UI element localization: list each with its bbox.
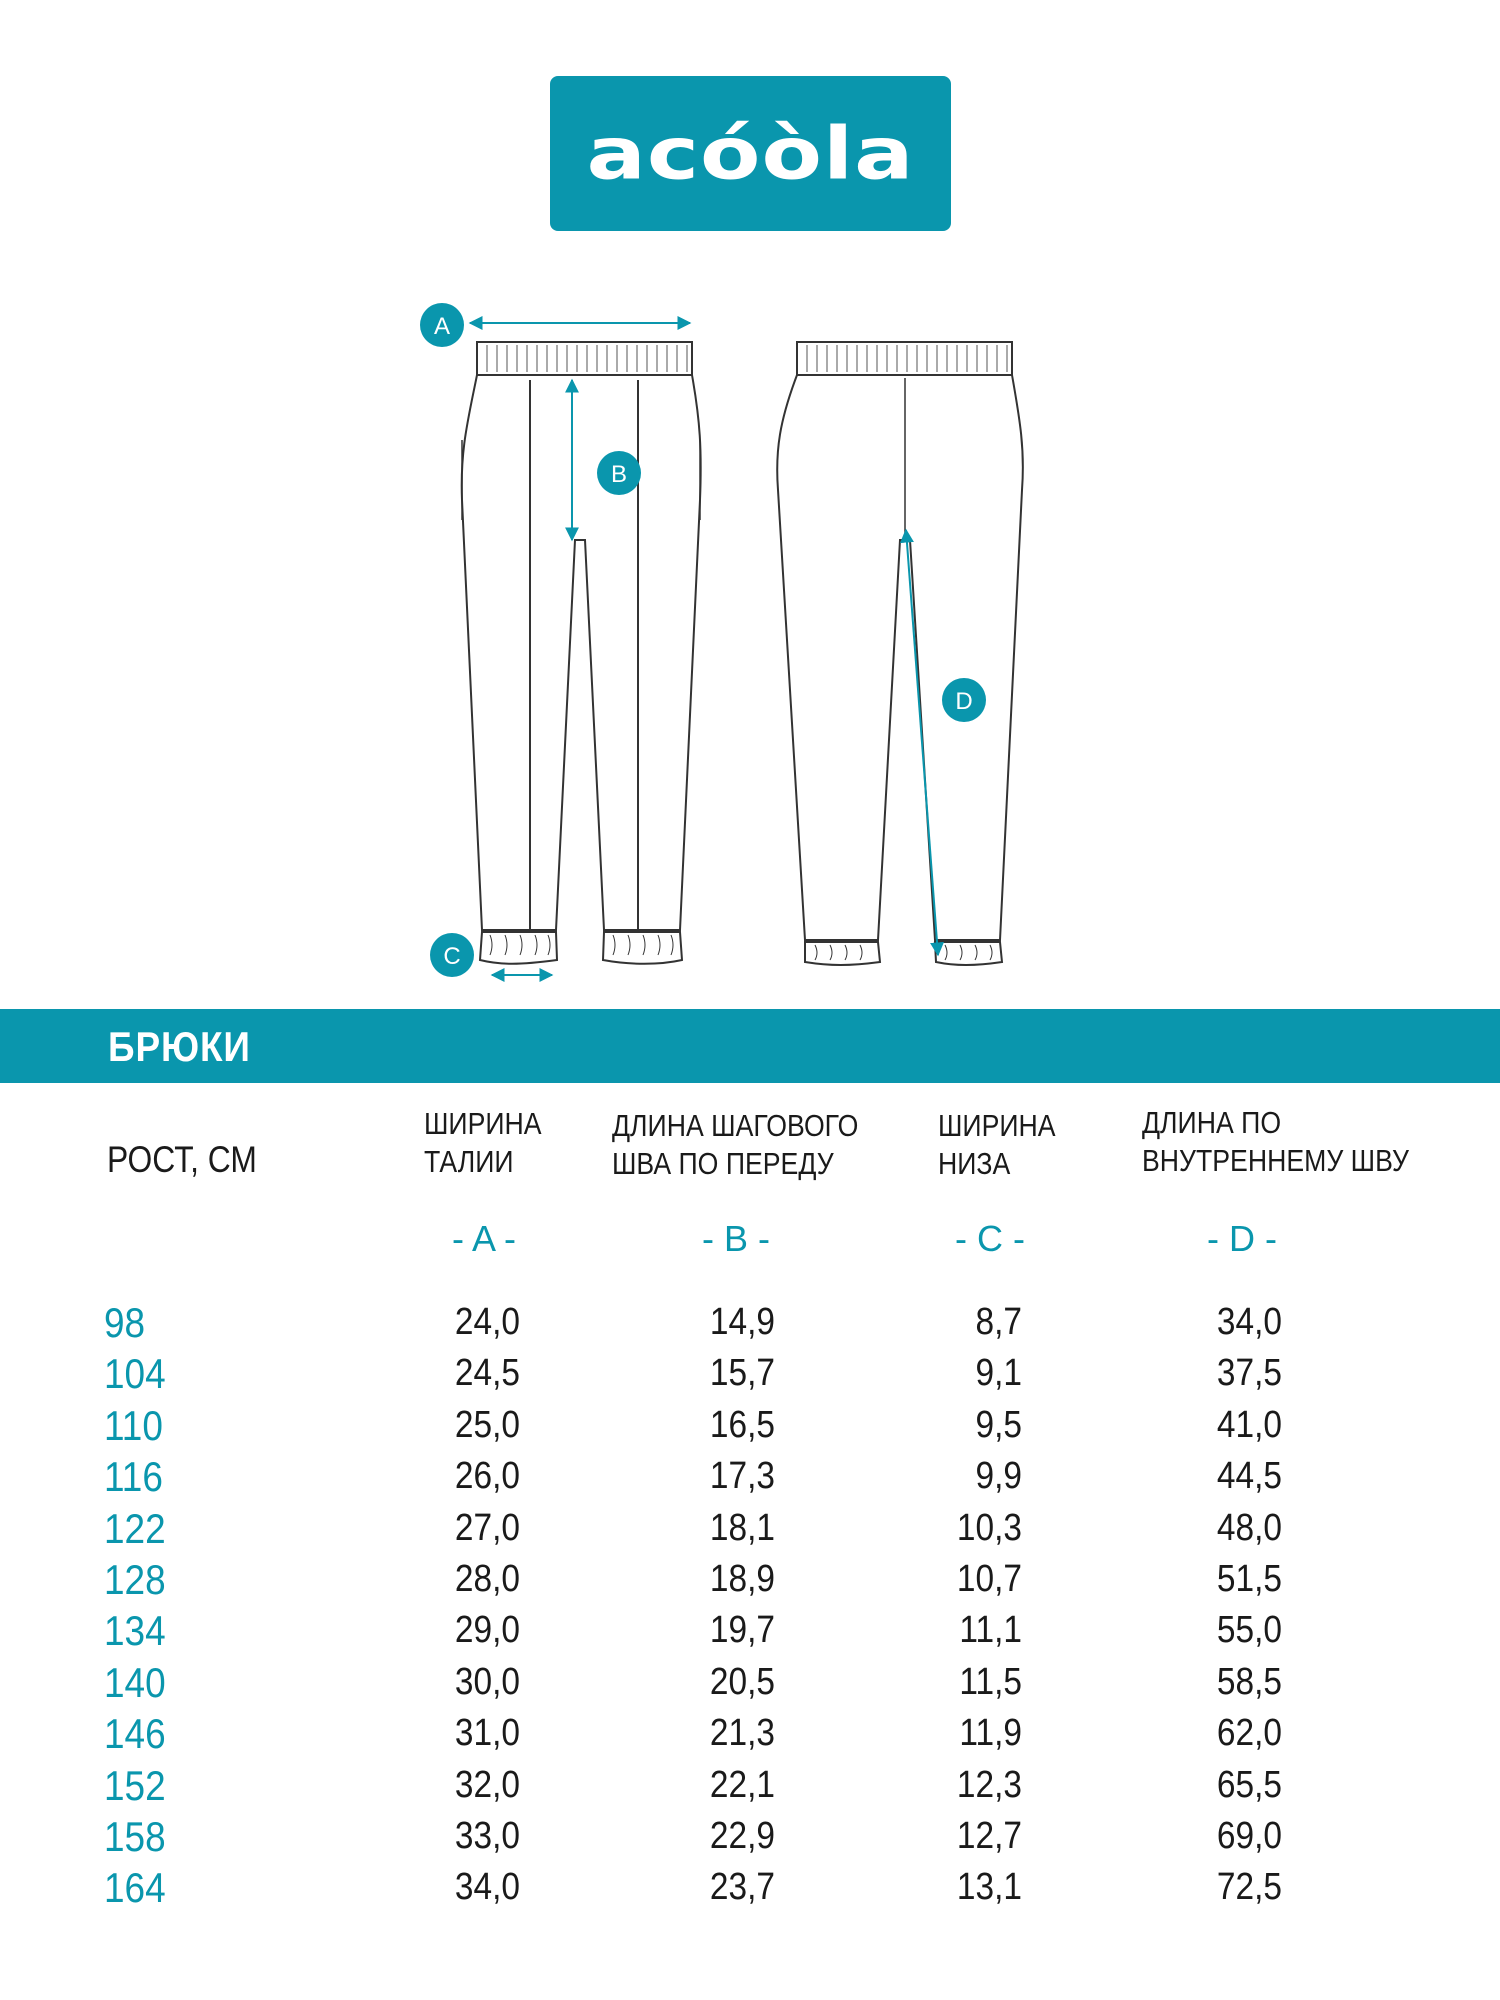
row-value-cell-b: 17,3 — [709, 1455, 775, 1498]
row-value-cell-b: 22,9 — [709, 1815, 775, 1857]
section-title: БРЮКИ — [108, 1023, 251, 1070]
row-height-cell: 116 — [104, 1453, 163, 1501]
brand-logo — [550, 76, 951, 231]
row-value-cell-c: 9,9 — [975, 1455, 1022, 1498]
measure-label-b — [597, 451, 641, 495]
table-row — [0, 1297, 1500, 1348]
column-letter-a: - A - — [451, 1218, 517, 1259]
row-value-cell-a: 32,0 — [454, 1763, 520, 1806]
row-height-cell: 128 — [104, 1556, 166, 1603]
row-value-cell-d: 34,0 — [1216, 1301, 1282, 1343]
row-value-cell-b: 22,1 — [709, 1763, 775, 1806]
row-height-cell: 140 — [104, 1658, 166, 1706]
row-height-cell: 152 — [104, 1761, 166, 1809]
row-value-cell-d: 62,0 — [1216, 1712, 1282, 1755]
row-value-cell-b: 18,9 — [709, 1558, 775, 1600]
row-height-cell: 134 — [104, 1607, 166, 1655]
pants-back-view — [777, 342, 1023, 965]
row-value-cell-b: 23,7 — [709, 1866, 775, 1909]
row-value-cell-b: 21,3 — [709, 1712, 775, 1755]
row-value-cell-a: 24,5 — [454, 1352, 520, 1395]
table-row — [0, 1708, 1500, 1759]
row-value-cell-c: 11,1 — [959, 1609, 1022, 1652]
column-header-c — [938, 1107, 1056, 1183]
row-value-cell-c: 11,9 — [959, 1712, 1022, 1755]
table-row — [0, 1862, 1500, 1913]
row-value-cell-a: 30,0 — [454, 1660, 520, 1703]
row-value-cell-c: 8,7 — [975, 1301, 1022, 1343]
row-value-cell-b: 18,1 — [709, 1506, 775, 1549]
row-value-cell-c: 9,1 — [975, 1352, 1022, 1395]
row-value-cell-a: 27,0 — [454, 1506, 520, 1549]
row-value-cell-b: 15,7 — [709, 1352, 775, 1395]
pants-front-view — [462, 342, 701, 964]
row-value-cell-d: 51,5 — [1216, 1558, 1282, 1600]
pants-measurement-diagram — [0, 280, 1500, 1005]
row-value-cell-a: 29,0 — [454, 1609, 520, 1652]
row-value-cell-a: 24,0 — [454, 1301, 520, 1343]
label-c-text: C — [443, 943, 461, 970]
column-letter-c: - C - — [955, 1218, 1025, 1259]
row-value-cell-d: 58,5 — [1216, 1660, 1282, 1703]
row-value-cell-d: 48,0 — [1216, 1506, 1282, 1549]
row-height-cell: 122 — [104, 1504, 166, 1552]
measure-label-a — [420, 303, 464, 347]
row-height-cell: 104 — [104, 1350, 166, 1398]
table-row — [0, 1605, 1500, 1656]
column-header-d — [1142, 1104, 1409, 1180]
row-value-cell-a: 25,0 — [454, 1403, 520, 1446]
table-row — [0, 1400, 1500, 1451]
row-height-cell: 158 — [104, 1813, 166, 1860]
table-row — [0, 1554, 1500, 1605]
measure-label-d — [942, 678, 986, 722]
column-header-c-line2: НИЗА — [938, 1146, 1011, 1181]
column-header-b — [612, 1107, 858, 1183]
brand-logo-text: acóòla — [586, 110, 915, 196]
column-letter-d: - D - — [1207, 1218, 1277, 1259]
label-d-text: D — [955, 688, 973, 715]
table-row — [0, 1348, 1500, 1399]
row-value-cell-a: 34,0 — [454, 1866, 520, 1909]
column-letter-b: - B - — [702, 1218, 770, 1259]
row-value-cell-a: 31,0 — [454, 1712, 520, 1755]
measure-label-c — [430, 933, 474, 977]
row-value-cell-b: 14,9 — [709, 1301, 775, 1343]
table-row — [0, 1811, 1500, 1862]
row-value-cell-d: 41,0 — [1216, 1403, 1282, 1446]
column-header-d-line2: ВНУТРЕННЕМУ ШВУ — [1142, 1143, 1409, 1178]
row-value-cell-c: 9,5 — [975, 1403, 1022, 1446]
row-value-cell-c: 12,3 — [956, 1763, 1022, 1806]
row-height-cell: 110 — [104, 1401, 163, 1449]
row-value-cell-a: 28,0 — [454, 1558, 520, 1600]
column-header-a-line1: ШИРИНА — [424, 1106, 542, 1141]
row-value-cell-d: 55,0 — [1216, 1609, 1282, 1652]
row-value-cell-d: 37,5 — [1216, 1352, 1282, 1395]
row-value-cell-d: 72,5 — [1216, 1866, 1282, 1909]
row-value-cell-c: 11,5 — [959, 1660, 1022, 1703]
row-value-cell-c: 10,3 — [956, 1506, 1022, 1549]
row-value-cell-c: 13,1 — [956, 1866, 1022, 1909]
section-band — [0, 1009, 1500, 1083]
row-value-cell-c: 10,7 — [956, 1558, 1022, 1600]
table-row — [0, 1657, 1500, 1708]
column-header-b-line2: ШВА ПО ПЕРЕДУ — [612, 1146, 834, 1181]
column-header-a — [424, 1105, 542, 1181]
row-value-cell-a: 33,0 — [454, 1815, 520, 1857]
column-header-height: РОСТ, СМ — [107, 1139, 257, 1180]
row-value-cell-c: 12,7 — [956, 1815, 1022, 1857]
label-a-text: A — [433, 313, 451, 340]
row-value-cell-b: 16,5 — [709, 1403, 775, 1446]
table-row — [0, 1503, 1500, 1554]
column-header-a-line2: ТАЛИИ — [424, 1144, 514, 1179]
row-value-cell-d: 69,0 — [1216, 1815, 1282, 1857]
column-header-b-line1: ДЛИНА ШАГОВОГО — [612, 1108, 859, 1143]
column-header-d-line1: ДЛИНА ПО — [1142, 1105, 1282, 1140]
row-height-cell: 98 — [104, 1299, 146, 1346]
label-b-text: B — [610, 461, 628, 488]
row-value-cell-b: 20,5 — [709, 1660, 775, 1703]
column-header-c-line1: ШИРИНА — [938, 1108, 1056, 1143]
row-value-cell-d: 44,5 — [1216, 1455, 1282, 1498]
measurement-arrows — [470, 323, 938, 975]
row-height-cell: 146 — [104, 1710, 166, 1758]
table-row — [0, 1451, 1500, 1502]
row-value-cell-b: 19,7 — [709, 1609, 775, 1652]
row-height-cell: 164 — [104, 1864, 166, 1912]
row-value-cell-d: 65,5 — [1216, 1763, 1282, 1806]
table-row — [0, 1760, 1500, 1811]
row-value-cell-a: 26,0 — [454, 1455, 520, 1498]
